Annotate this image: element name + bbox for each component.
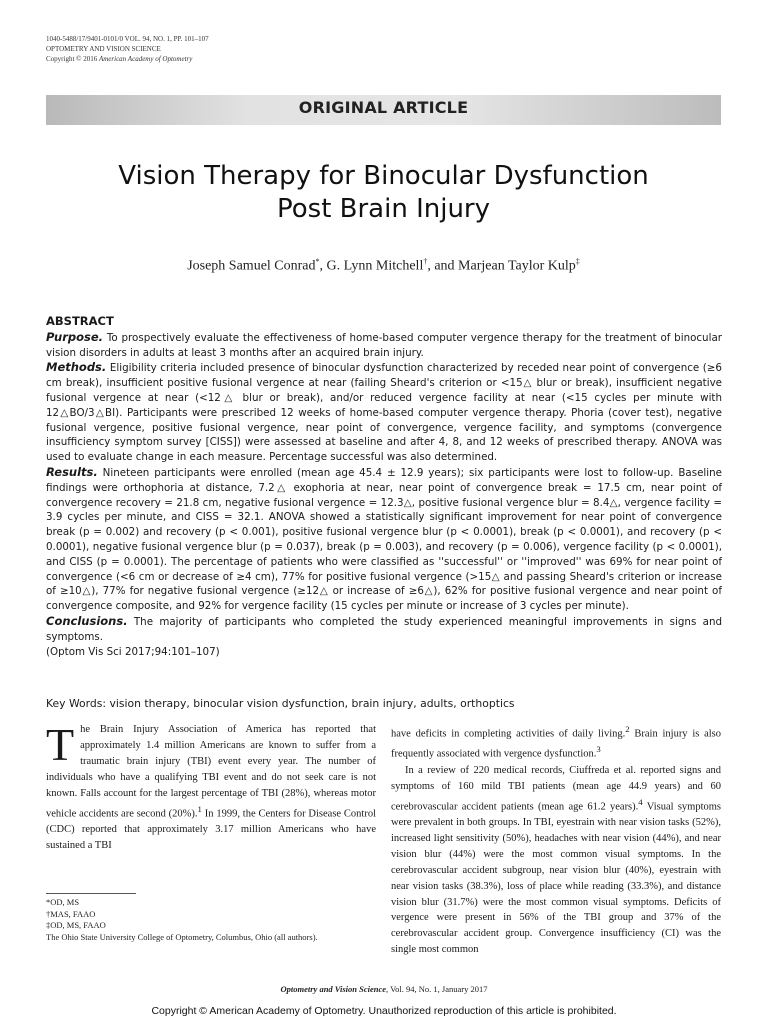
body-column-right (391, 722, 721, 958)
reference-marker: 3 (596, 744, 601, 755)
abstract-methods: Methods. Eligibility criteria included presence of binocular dysfunction characterized by receded near point of convergence (≥6 cm break), insufficient positive fusional vergence at near (failing Sheard's criterion or <15△ blur or break), insufficient negative fusional vergence at near (<12△ blur or break), and/or reduced vergence facility at near (<15 cycles per minute with 12△BO/3△BI). Participants were prescribed 12 weeks of home-based computer vergence therapy. Phoria (cover test), negative fusional vergence, positive fusional vergence, near point of convergence, vergence facility, and symptoms (convergence insufficiency symptom survey [CISS]) were assessed at baseline and after 4, 8, and 12 weeks of prescribed therapy. ANOVA was used to evaluate change in each measure. Percentage successful was also determined. (46, 360, 722, 464)
abstract-conclusions: Conclusions. The majority of participants who completed the study experienced meaningful improvements in signs and symptoms. (46, 613, 722, 643)
title-line-2: Post Brain Injury (276, 194, 490, 224)
intro-paragraph: The Brain Injury Association of America has reported that approximately 1.4 million Americans are known to suffer from a traumatic brain injury (TBI) event every year. The number of individuals who have a qualifying TBI event and do not seek care is not known. Falls account for the largest percentage of TBI (28%), whereas motor vehicle accidents are second (20%).$^1$ In 1999, the Centers for Disease Control (CDC) reported that approximately 3.17 million Americans who have sustained a TBI (46, 719, 376, 851)
journal-footer: Optometry and Vision Science, Vol. 94, No. 1, January 2017 (280, 984, 488, 994)
abstract-heading: ABSTRACT (46, 314, 114, 328)
author-list: Joseph Samuel Conrad*, G. Lynn Mitchell†, and Marjean Taylor Kulp‡ (187, 257, 580, 274)
article-title (46, 160, 721, 226)
header-copyright: Copyright © 2016 American Academy of Optometry (46, 55, 193, 63)
drop-cap: T (46, 719, 75, 770)
abstract (46, 314, 722, 659)
author-footnotes (46, 897, 376, 943)
article-type-banner (46, 95, 721, 125)
article-type-label: ORIGINAL ARTICLE (298, 98, 469, 117)
issn-line: 1040-5488/17/9401-0101/0 VOL. 94, NO. 1, PP. 101–107 (46, 35, 209, 43)
abstract-results: Results. Nineteen participants were enrolled (mean age 45.4 ± 12.9 years); six participants were lost to follow-up. Baseline findings were orthophoria at distance, 7.2△ exophoria at near, near point of convergence break = 17.5 cm, near point of convergence recovery = 21.8 cm, negative fusional vergence = 12.3△, positive fusional vergence blur = 8.4△, vergence facility = 3.9 cycles per minute, and CISS = 32.1. ANOVA showed a statistically significant improvement for near point of convergence break (p = 0.002) and recovery (p < 0.001), positive fusional vergence blur (p < 0.0001), break (p < 0.0001), and recovery (p < 0.0001), negative fusional vergence blur (p = 0.037), break (p = 0.003), and recovery (p = 0.006), vergence facility (p < 0.0001), and CISS (p = 0.0001). The percentage of patients who were classified as ''successful'' or ''improved'' was 69% for near point of convergence (<6 cm or decrease of ≥4 cm), 77% for positive fusional vergence (>15△ and passing Sheard's criterion or increase of ≥10△), 77% for negative fusional vergence (≥12△ or increase of ≥6△), 62% for positive fusional vergence and near point of convergence composite, and 92% for vergence facility (15 cycles per minute or increase of 3 cycles per minute). (46, 464, 722, 613)
right-paragraph-2: In a review of 220 medical records, Ciuffreda et al. reported signs and symptoms of 160 mild TBI patients (mean age 44.9 years) and 60 cerebrovascular accident patients (mean age 61.2 years).$^4$ Visual symptoms were prevalent in both groups. In TBI, eyestrain with near vision tasks (52%), increased light sensitivity (50%), headaches with near vision (44%), and near vision blur (44%) were the most common visual symptoms. In the cerebrovascular accident subgroup, near vision blur (40%), eyestrain with near vision tasks (38.3%), loss of place while reading (33.3%), and distance vision blur (31.7%) were the most common visual symptoms. Deficits of vergence were present in 56% of the TBI group and 37% of the cerebrovascular accident group. Convergence insufficiency (CI) was the single most common (391, 764, 721, 956)
footnote-affiliation: The Ohio State University College of Optometry, Columbus, Ohio (all authors). (46, 931, 318, 942)
reference-marker: 1 (197, 803, 202, 814)
reference-marker: 2 (625, 724, 630, 734)
footnote-divider (46, 893, 136, 894)
copyright-notice: Copyright © American Academy of Optometry. Unauthorized reproduction of this article is prohibited. (151, 1005, 617, 1017)
journal-meta (46, 34, 209, 64)
footnote-1: *OD, MS (46, 897, 80, 907)
body-column-left (46, 719, 376, 854)
key-words: Key Words: vision therapy, binocular vision dysfunction, brain injury, adults, orthoptics (46, 697, 515, 710)
reference-marker: 4 (638, 796, 643, 807)
right-paragraph-1: have deficits in completing activities of daily living.$^2$ Brain injury is also frequently associated with vergence dysfunction.$^3$ (391, 724, 722, 760)
title-line-1: Vision Therapy for Binocular Dysfunction (118, 161, 649, 191)
footnote-2: †MAS, FAAO (46, 908, 96, 919)
journal-name: OPTOMETRY AND VISION SCIENCE (46, 45, 161, 53)
footnote-3: ‡OD, MS, FAAO (46, 920, 106, 930)
abstract-purpose: Purpose. To prospectively evaluate the effectiveness of home-based computer vergence therapy for the treatment of binocular vision disorders in adults at least 3 months after an acquired brain injury. (46, 329, 722, 359)
abstract-citation: (Optom Vis Sci 2017;94:101–107) (46, 645, 220, 658)
